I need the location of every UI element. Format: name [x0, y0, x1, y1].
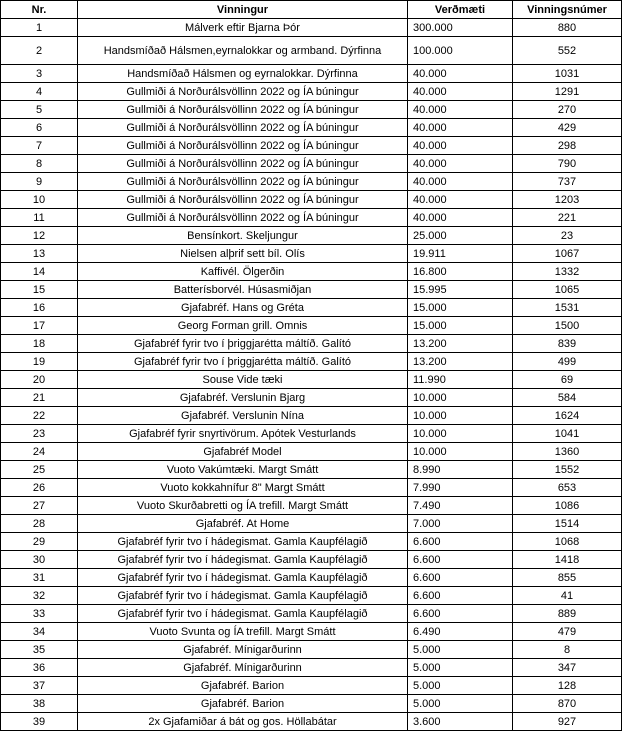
cell-prize: Gjafabréf. Mínigarðurinn [78, 641, 408, 659]
cell-number: 23 [513, 227, 622, 245]
table-row [1, 659, 622, 677]
cell-prize: Souse Vide tæki [78, 371, 408, 389]
cell-nr: 27 [1, 497, 78, 515]
cell-number: 839 [513, 335, 622, 353]
cell-prize: Gullmiði á Norðurálsvöllinn 2022 og ÍA búningur [78, 209, 408, 227]
cell-nr: 8 [1, 155, 78, 173]
cell-value: 10.000 [408, 443, 513, 461]
cell-number: 499 [513, 353, 622, 371]
cell-value: 16.800 [408, 263, 513, 281]
cell-value: 25.000 [408, 227, 513, 245]
cell-number: 1360 [513, 443, 622, 461]
cell-prize: Vuoto Skurðabretti og ÍA trefill. Margt Smátt [78, 497, 408, 515]
cell-number: 347 [513, 659, 622, 677]
cell-prize: Gullmiði á Norðurálsvöllinn 2022 og ÍA búningur [78, 173, 408, 191]
cell-value: 40.000 [408, 191, 513, 209]
cell-prize: Gullmiði á Norðurálsvöllinn 2022 og ÍA búningur [78, 119, 408, 137]
cell-value: 40.000 [408, 101, 513, 119]
cell-value: 7.490 [408, 497, 513, 515]
cell-value: 13.200 [408, 335, 513, 353]
cell-value: 6.600 [408, 569, 513, 587]
cell-nr: 21 [1, 389, 78, 407]
cell-number: 552 [513, 37, 622, 65]
cell-value: 3.600 [408, 713, 513, 731]
cell-nr: 6 [1, 119, 78, 137]
cell-prize: Gjafabréf fyrir tvo í þriggjarétta máltíð. Galító [78, 335, 408, 353]
cell-prize: Bensínkort. Skeljungur [78, 227, 408, 245]
table-row [1, 515, 622, 533]
cell-number: 880 [513, 19, 622, 37]
cell-nr: 39 [1, 713, 78, 731]
cell-nr: 5 [1, 101, 78, 119]
cell-nr: 18 [1, 335, 78, 353]
cell-number: 298 [513, 137, 622, 155]
cell-value: 6.600 [408, 587, 513, 605]
cell-value: 5.000 [408, 641, 513, 659]
cell-nr: 9 [1, 173, 78, 191]
cell-nr: 37 [1, 677, 78, 695]
cell-nr: 13 [1, 245, 78, 263]
cell-number: 221 [513, 209, 622, 227]
cell-prize: Gullmiði á Norðurálsvöllinn 2022 og ÍA búningur [78, 191, 408, 209]
cell-prize: Gjafabréf fyrir tvo í hádegismat. Gamla Kaupfélagið [78, 569, 408, 587]
table-row [1, 677, 622, 695]
cell-nr: 24 [1, 443, 78, 461]
cell-prize: Gjafabréf fyrir snyrtivörum. Apótek Vesturlands [78, 425, 408, 443]
table-row [1, 119, 622, 137]
cell-prize: Vuoto Svunta og ÍA trefill. Margt Smátt [78, 623, 408, 641]
cell-nr: 23 [1, 425, 78, 443]
header-vinningsnumer: Vinningsnúmer [513, 1, 622, 19]
cell-value: 8.990 [408, 461, 513, 479]
cell-number: 128 [513, 677, 622, 695]
cell-number: 737 [513, 173, 622, 191]
table-row [1, 551, 622, 569]
table-row [1, 101, 622, 119]
cell-value: 6.600 [408, 605, 513, 623]
cell-number: 889 [513, 605, 622, 623]
cell-number: 1065 [513, 281, 622, 299]
table-row [1, 209, 622, 227]
cell-value: 40.000 [408, 119, 513, 137]
table-row [1, 443, 622, 461]
cell-value: 40.000 [408, 83, 513, 101]
cell-prize: Gjafabréf. Hans og Gréta [78, 299, 408, 317]
table-row [1, 245, 622, 263]
cell-nr: 1 [1, 19, 78, 37]
cell-value: 5.000 [408, 659, 513, 677]
table-row [1, 37, 622, 65]
cell-number: 927 [513, 713, 622, 731]
cell-value: 300.000 [408, 19, 513, 37]
table-body [1, 19, 622, 731]
table-row [1, 281, 622, 299]
cell-number: 790 [513, 155, 622, 173]
header-vinningur: Vinningur [78, 1, 408, 19]
cell-prize: Gullmiði á Norðurálsvöllinn 2022 og ÍA búningur [78, 137, 408, 155]
cell-value: 6.490 [408, 623, 513, 641]
table-row [1, 317, 622, 335]
cell-value: 7.990 [408, 479, 513, 497]
cell-nr: 35 [1, 641, 78, 659]
cell-number: 1086 [513, 497, 622, 515]
header-nr: Nr. [1, 1, 78, 19]
cell-nr: 15 [1, 281, 78, 299]
cell-value: 10.000 [408, 425, 513, 443]
cell-prize: Nielsen alþrif sett bíl. Olís [78, 245, 408, 263]
cell-number: 1067 [513, 245, 622, 263]
cell-prize: Kaffivél. Ölgerðin [78, 263, 408, 281]
cell-prize: Gjafabréf fyrir tvo í hádegismat. Gamla Kaupfélagið [78, 533, 408, 551]
table-row [1, 641, 622, 659]
table-row [1, 83, 622, 101]
cell-number: 270 [513, 101, 622, 119]
table-row [1, 713, 622, 731]
cell-value: 6.600 [408, 533, 513, 551]
cell-nr: 32 [1, 587, 78, 605]
cell-prize: Gjafabréf fyrir tvo í hádegismat. Gamla Kaupfélagið [78, 551, 408, 569]
cell-number: 1500 [513, 317, 622, 335]
table-row [1, 299, 622, 317]
cell-number: 584 [513, 389, 622, 407]
cell-prize: Vuoto kokkahnífur 8" Margt Smátt [78, 479, 408, 497]
cell-nr: 26 [1, 479, 78, 497]
cell-number: 1418 [513, 551, 622, 569]
cell-nr: 17 [1, 317, 78, 335]
table-row [1, 389, 622, 407]
cell-number: 1291 [513, 83, 622, 101]
cell-value: 10.000 [408, 389, 513, 407]
cell-nr: 11 [1, 209, 78, 227]
cell-number: 41 [513, 587, 622, 605]
table-row [1, 227, 622, 245]
cell-number: 1068 [513, 533, 622, 551]
table-row [1, 155, 622, 173]
table-row [1, 173, 622, 191]
cell-prize: Gjafabréf Model [78, 443, 408, 461]
cell-value: 100.000 [408, 37, 513, 65]
cell-value: 19.911 [408, 245, 513, 263]
cell-prize: Gjafabréf. Verslunin Bjarg [78, 389, 408, 407]
table-row [1, 569, 622, 587]
cell-prize: Handsmíðað Hálsmen,eyrnalokkar og armband. Dýrfinna [78, 37, 408, 65]
table-row [1, 137, 622, 155]
table-row [1, 479, 622, 497]
cell-value: 13.200 [408, 353, 513, 371]
cell-nr: 34 [1, 623, 78, 641]
table-row [1, 461, 622, 479]
table-row [1, 371, 622, 389]
cell-prize: Gjafabréf. Mínigarðurinn [78, 659, 408, 677]
cell-prize: 2x Gjafamiðar á bát og gos. Höllabátar [78, 713, 408, 731]
cell-number: 1031 [513, 65, 622, 83]
cell-prize: Gjafabréf. At Home [78, 515, 408, 533]
cell-nr: 36 [1, 659, 78, 677]
table-row [1, 19, 622, 37]
cell-nr: 12 [1, 227, 78, 245]
cell-nr: 2 [1, 37, 78, 65]
cell-prize: Handsmíðað Hálsmen og eyrnalokkar. Dýrfinna [78, 65, 408, 83]
cell-prize: Gullmiði á Norðurálsvöllinn 2022 og ÍA búningur [78, 101, 408, 119]
table-row [1, 587, 622, 605]
cell-prize: Gjafabréf. Verslunin Nína [78, 407, 408, 425]
cell-number: 1041 [513, 425, 622, 443]
cell-value: 40.000 [408, 137, 513, 155]
cell-prize: Gjafabréf fyrir tvo í hádegismat. Gamla Kaupfélagið [78, 587, 408, 605]
table-row [1, 695, 622, 713]
table-row [1, 425, 622, 443]
cell-nr: 29 [1, 533, 78, 551]
cell-value: 7.000 [408, 515, 513, 533]
cell-value: 15.995 [408, 281, 513, 299]
cell-number: 1531 [513, 299, 622, 317]
cell-prize: Gullmiði á Norðurálsvöllinn 2022 og ÍA búningur [78, 83, 408, 101]
cell-prize: Batterísborvél. Húsasmiðjan [78, 281, 408, 299]
table-row [1, 65, 622, 83]
cell-number: 1332 [513, 263, 622, 281]
cell-nr: 16 [1, 299, 78, 317]
cell-nr: 7 [1, 137, 78, 155]
cell-prize: Georg Forman grill. Omnis [78, 317, 408, 335]
cell-number: 855 [513, 569, 622, 587]
table-row [1, 605, 622, 623]
cell-value: 40.000 [408, 209, 513, 227]
cell-prize: Gjafabréf. Barion [78, 677, 408, 695]
cell-prize: Gullmiði á Norðurálsvöllinn 2022 og ÍA búningur [78, 155, 408, 173]
cell-number: 1624 [513, 407, 622, 425]
cell-prize: Gjafabréf fyrir tvo í hádegismat. Gamla Kaupfélagið [78, 605, 408, 623]
cell-value: 5.000 [408, 695, 513, 713]
cell-prize: Málverk eftir Bjarna Þór [78, 19, 408, 37]
cell-value: 6.600 [408, 551, 513, 569]
table-row [1, 335, 622, 353]
cell-number: 429 [513, 119, 622, 137]
cell-value: 40.000 [408, 155, 513, 173]
cell-nr: 28 [1, 515, 78, 533]
cell-number: 1514 [513, 515, 622, 533]
cell-number: 653 [513, 479, 622, 497]
cell-nr: 19 [1, 353, 78, 371]
header-verdmaeti: Verðmæti [408, 1, 513, 19]
table-row [1, 263, 622, 281]
cell-nr: 3 [1, 65, 78, 83]
cell-value: 15.000 [408, 317, 513, 335]
table-row [1, 407, 622, 425]
cell-nr: 38 [1, 695, 78, 713]
cell-value: 40.000 [408, 173, 513, 191]
cell-value: 10.000 [408, 407, 513, 425]
cell-number: 1552 [513, 461, 622, 479]
cell-number: 8 [513, 641, 622, 659]
cell-nr: 10 [1, 191, 78, 209]
cell-prize: Gjafabréf. Barion [78, 695, 408, 713]
cell-value: 15.000 [408, 299, 513, 317]
table-row [1, 497, 622, 515]
cell-number: 479 [513, 623, 622, 641]
cell-nr: 20 [1, 371, 78, 389]
cell-nr: 14 [1, 263, 78, 281]
table-row [1, 353, 622, 371]
cell-value: 40.000 [408, 65, 513, 83]
table-row [1, 191, 622, 209]
cell-number: 870 [513, 695, 622, 713]
cell-nr: 33 [1, 605, 78, 623]
cell-number: 1203 [513, 191, 622, 209]
cell-number: 69 [513, 371, 622, 389]
cell-value: 11.990 [408, 371, 513, 389]
cell-value: 5.000 [408, 677, 513, 695]
header-row [1, 1, 622, 19]
cell-nr: 4 [1, 83, 78, 101]
cell-nr: 30 [1, 551, 78, 569]
cell-prize: Gjafabréf fyrir tvo í þriggjarétta máltíð. Galító [78, 353, 408, 371]
cell-nr: 25 [1, 461, 78, 479]
cell-prize: Vuoto Vakúmtæki. Margt Smátt [78, 461, 408, 479]
cell-nr: 31 [1, 569, 78, 587]
table-row [1, 623, 622, 641]
cell-nr: 22 [1, 407, 78, 425]
table-row [1, 533, 622, 551]
